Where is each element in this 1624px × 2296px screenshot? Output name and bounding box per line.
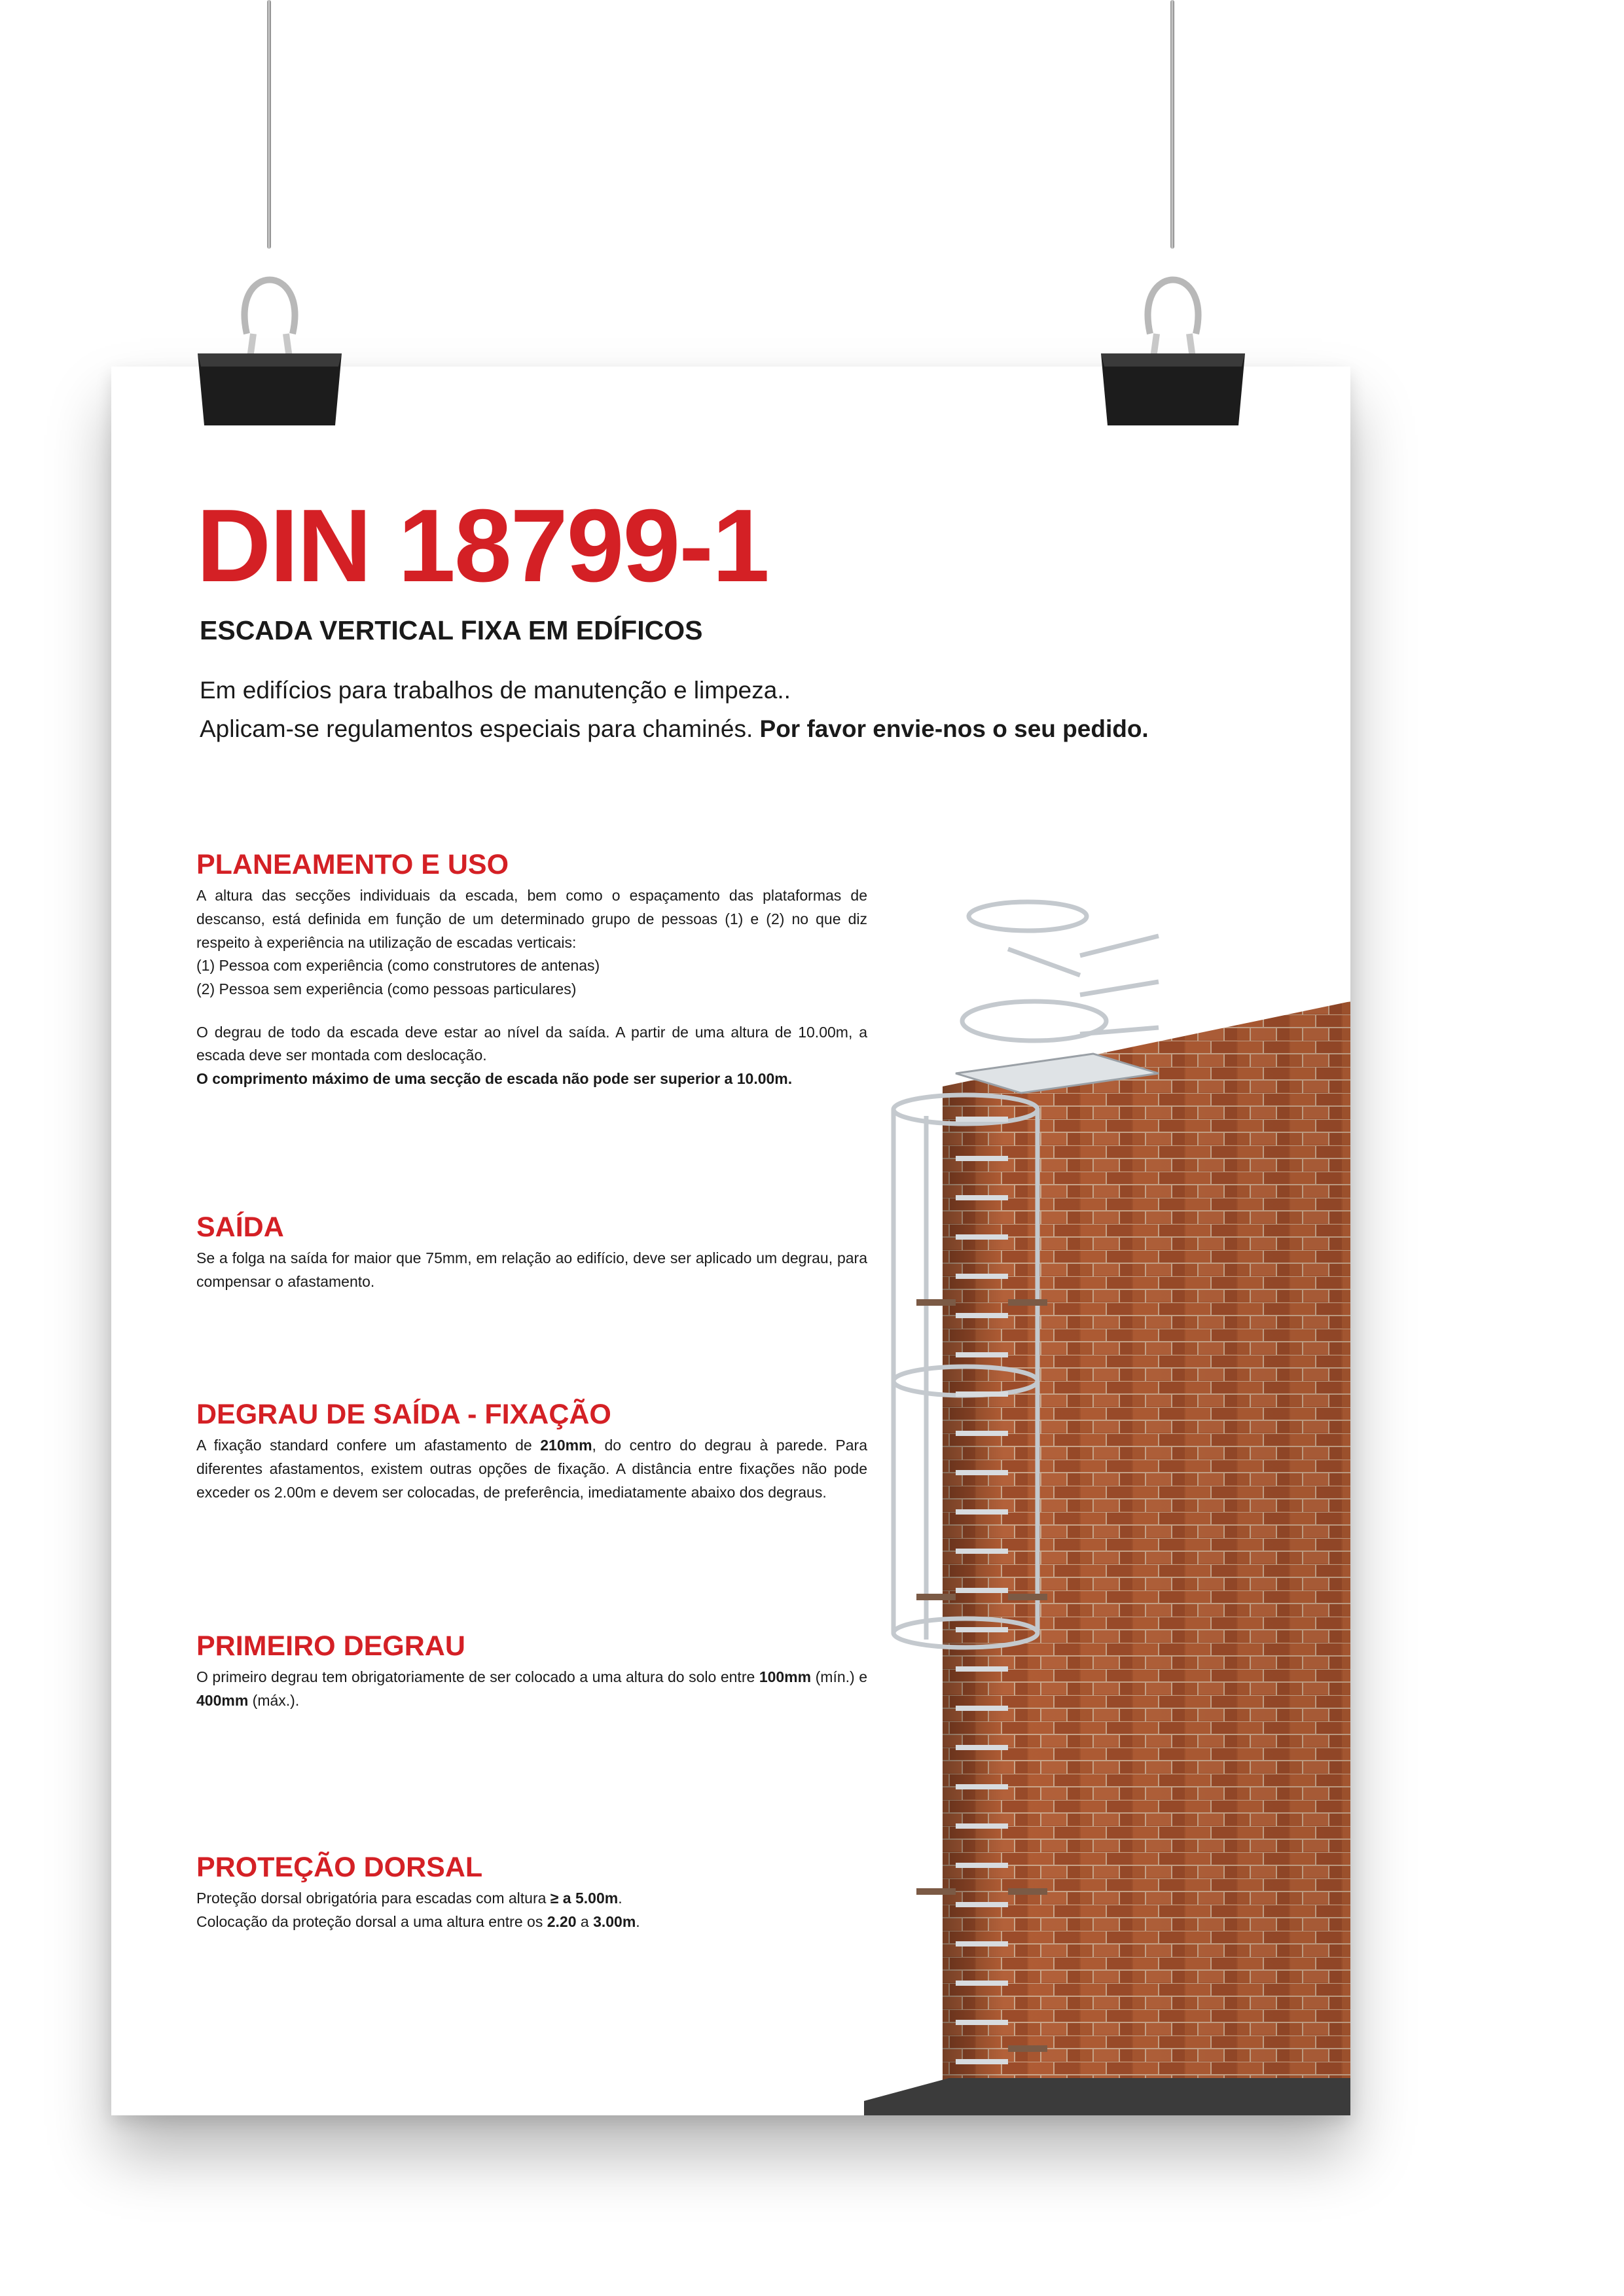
intro-line-2-bold: Por favor envie-nos o seu pedido. <box>759 715 1149 743</box>
planeamento-bold-note: O comprimento máximo de uma secção de escada não pode ser superior a 10.00m. <box>196 1069 793 1087</box>
hanging-wire-left <box>267 0 271 249</box>
protecao-l1-end: . <box>618 1890 623 1907</box>
planeamento-paragraph-3 <box>196 1067 867 1091</box>
protecao-l2-max: 3.00m <box>593 1912 636 1930</box>
binder-clip-left <box>191 236 348 432</box>
protecao-l2-min: 2.20 <box>547 1912 577 1930</box>
intro-text <box>200 671 1312 748</box>
binder-clip-right-icon <box>1094 236 1252 432</box>
primeiro-text-e: (máx.). <box>248 1691 300 1709</box>
planeamento-item-1: (1) Pessoa com experiência (como construtores de antenas) <box>196 957 600 975</box>
intro-line-2 <box>200 709 1312 748</box>
intro-line-1: Em edifícios para trabalhos de manutenção e limpeza.. <box>200 677 791 704</box>
fixacao-paragraph <box>196 1434 867 1504</box>
section-heading-protecao: PROTEÇÃO DORSAL <box>196 1852 483 1883</box>
protecao-l1-text: Proteção dorsal obrigatória para escadas com altura <box>196 1890 550 1907</box>
planeamento-item-2: (2) Pessoa sem experiência (como pessoas particulares) <box>196 980 577 997</box>
primeiro-text-a: O primeiro degrau tem obrigatoriamente de ser colocado a uma altura do solo entre <box>196 1668 759 1686</box>
section-heading-saida: SAÍDA <box>196 1211 284 1243</box>
protecao-l2-text: Colocação da proteção dorsal a uma altura entre os <box>196 1912 547 1930</box>
fixacao-text-c: , do centro do degrau à parede. Para diferentes afastamentos, existem outras opções de fixação. A distância entre fixações não pode exceder os 2.00m e devem ser colocadas, de preferência, imediatamente abaixo dos degraus. <box>196 1437 867 1501</box>
section-heading-primeiro: PRIMEIRO DEGRAU <box>196 1630 465 1662</box>
poster-title: DIN 18799-1 <box>196 488 768 603</box>
fixacao-offset-value: 210mm <box>540 1437 592 1454</box>
binder-clip-right <box>1094 236 1252 432</box>
section-fixacao <box>196 1399 867 1504</box>
planeamento-paragraph-2: O degrau de todo da escada deve estar ao nível da saída. A partir de uma altura de 10.00m, a escada deve ser montada com deslocação. <box>196 1023 867 1064</box>
protecao-line-1 <box>196 1887 867 1910</box>
section-planeamento <box>196 850 867 1090</box>
protecao-l2-mid: a <box>576 1912 594 1930</box>
protecao-l2-end: . <box>636 1912 640 1930</box>
poster-sheet <box>111 367 1350 2115</box>
primeiro-min-value: 100mm <box>759 1668 812 1686</box>
hanging-wire-right <box>1170 0 1174 249</box>
planeamento-paragraph-1: A altura das secções individuais da escada, bem como o espaçamento das plataformas de descanso, está definida em função de um determinado grupo de pessoas (1) e (2) no que diz respeito à experiência na utilização de escadas verticais: <box>196 887 867 951</box>
primeiro-text-c: (mín.) e <box>811 1668 867 1686</box>
ladder-wall-drawing <box>818 884 1350 2115</box>
section-heading-planeamento: PLANEAMENTO E USO <box>196 849 509 880</box>
section-primeiro-degrau <box>196 1631 867 1713</box>
section-protecao-dorsal <box>196 1852 867 1934</box>
intro-line-2-text: Aplicam-se regulamentos especiais para chaminés. <box>200 715 753 743</box>
saida-paragraph: Se a folga na saída for maior que 75mm, em relação ao edifício, deve ser aplicado um degrau, para compensar o afastamento. <box>196 1249 867 1290</box>
fixacao-text-a: A fixação standard confere um afastamento de <box>196 1437 541 1454</box>
poster-subtitle: ESCADA VERTICAL FIXA EM EDÍFICOS <box>200 615 703 645</box>
binder-clip-left-icon <box>191 236 348 432</box>
primeiro-max-value: 400mm <box>196 1691 249 1709</box>
ladder-illustration <box>818 884 1350 2115</box>
section-heading-fixacao: DEGRAU DE SAÍDA - FIXAÇÃO <box>196 1399 611 1430</box>
protecao-line-2 <box>196 1910 867 1934</box>
primeiro-paragraph <box>196 1666 867 1712</box>
protecao-l1-value: ≥ a 5.00m <box>550 1890 619 1907</box>
section-saida <box>196 1212 867 1294</box>
